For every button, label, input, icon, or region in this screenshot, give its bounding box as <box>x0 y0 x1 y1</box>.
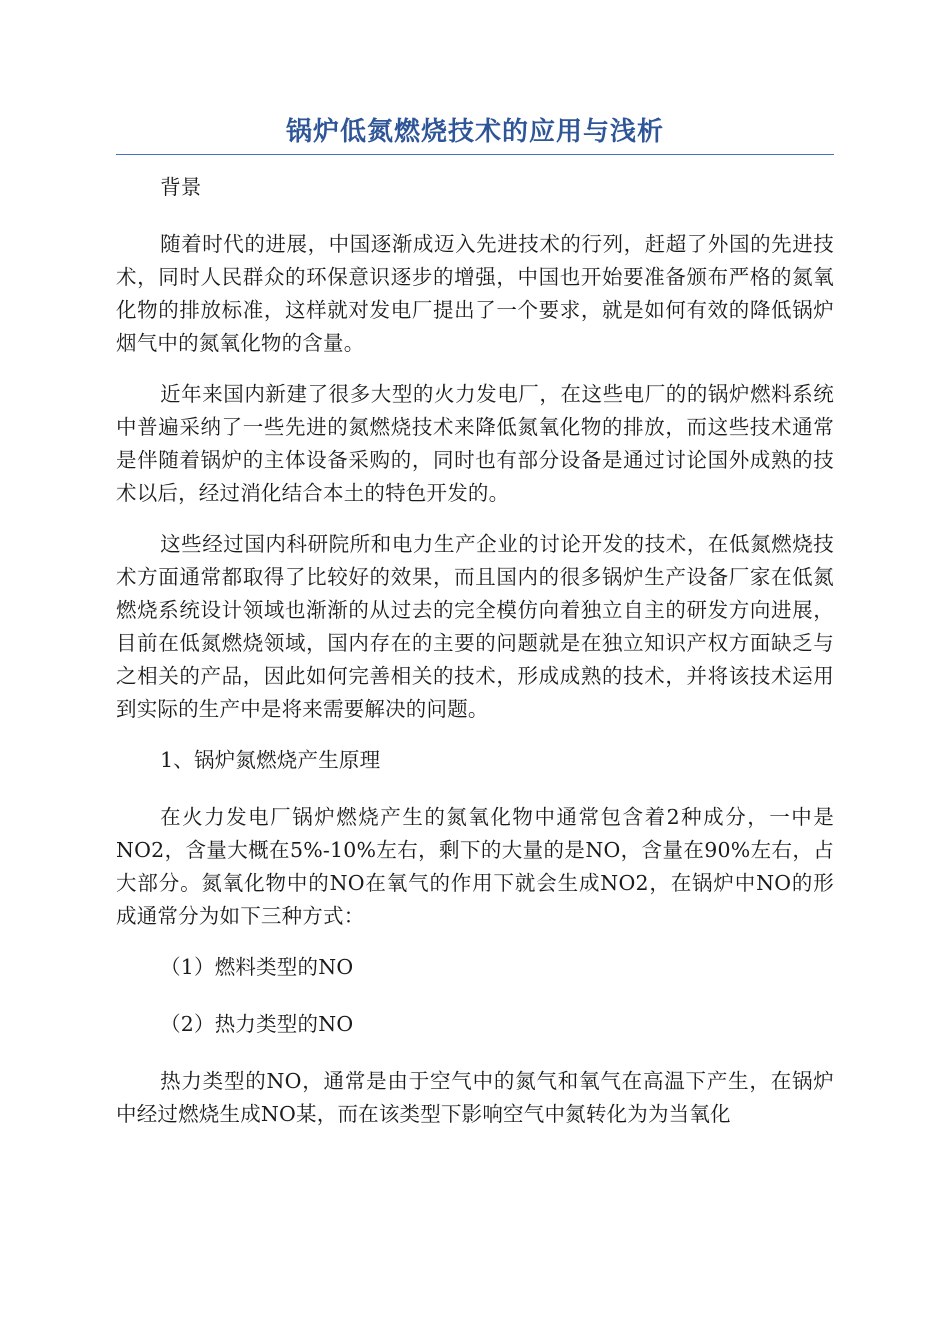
paragraph-intro: 随着时代的进展，中国逐渐成迈入先进技术的行列，赶超了外国的先进技术，同时人民群众的环保意识逐步的增强，中国也开始要准备颁布严格的氮氧化物的排放标准，这样就对发电厂提出了一个要求，就是如何有效的降低锅炉烟气中的氮氧化物的含量。 <box>116 232 834 355</box>
title-underline <box>116 154 834 155</box>
paragraph-nox-composition: 在火力发电厂锅炉燃烧产生的氮氧化物中通常包含着2种成分，一中是NO2，含量大概在5%-10%左右，剩下的大量的是NO，含量在90%左右，占大部分。氮氧化物中的NO在氧气的作用下就会生成NO2，在锅炉中NO的形成通常分为如下三种方式： <box>116 805 834 928</box>
heading-background: 背景 <box>160 175 202 199</box>
document-title: 锅炉低氮燃烧技术的应用与浅析 <box>285 117 664 147</box>
paragraph-thermal-no: 热力类型的NO，通常是由于空气中的氮气和氧气在高温下产生，在锅炉中经过燃烧生成NO某，而在该类型下影响空气中氮转化为为当氧化 <box>116 1069 834 1126</box>
paragraph-domestic-research: 这些经过国内科研院所和电力生产企业的讨论开发的技术，在低氮燃烧技术方面通常都取得了比较好的效果，而且国内的很多锅炉生产设备厂家在低氮燃烧系统设计领域也渐渐的从过去的完全模仿向着独立自主的研发方向进展，目前在低氮燃烧领域，国内存在的主要的问题就是在独立知识产权方面缺乏与之相关的产品，因此如何完善相关的技术，形成成熟的技术，并将该技术运用到实际的生产中是将来需要解决的问题。 <box>116 532 834 721</box>
paragraph-domestic-plants: 近年来国内新建了很多大型的火力发电厂，在这些电厂的的锅炉燃料系统中普遍采纳了一些先进的氮燃烧技术来降低氮氧化物的排放，而这些技术通常是伴随着锅炉的主体设备采购的，同时也有部分设备是通过讨论国外成熟的技术以后，经过消化结合本土的特色开发的。 <box>116 382 834 505</box>
list-item-thermal-no: （2）热力类型的NO <box>160 1012 354 1036</box>
document-page <box>116 112 834 1149</box>
heading-section-1: 1、锅炉氮燃烧产生原理 <box>160 748 381 772</box>
list-item-fuel-no: （1）燃料类型的NO <box>160 955 354 979</box>
